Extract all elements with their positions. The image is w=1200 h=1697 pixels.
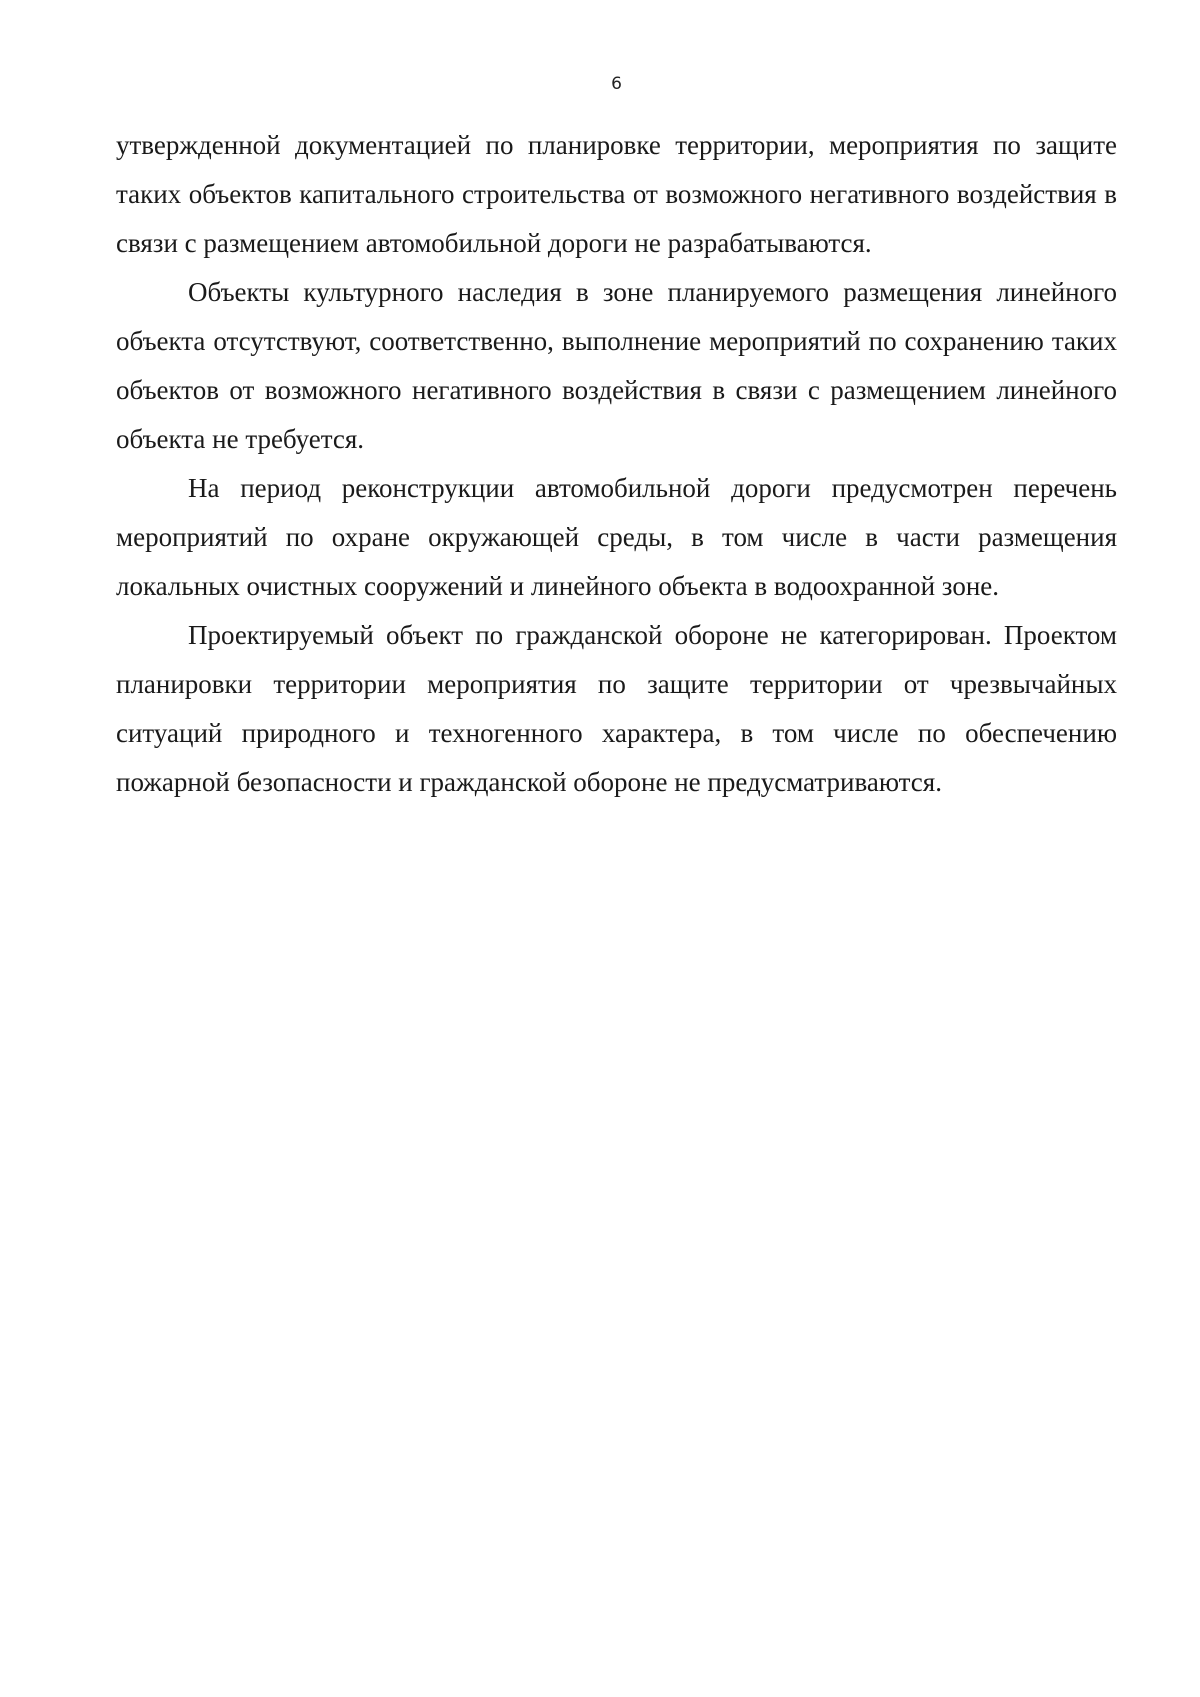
document-body [116,121,1117,807]
page-number: 6 [611,74,622,94]
paragraph-cultural-heritage: Объекты культурного наследия в зоне планируемого размещения линейного объекта отсутствуют, соответственно, выполнение мероприятий по сохранению таких объектов от возможного негативного воздействия в связи с размещением линейного объекта не требуется. [116,277,1117,454]
paragraph-environmental-protection: На период реконструкции автомобильной дороги предусмотрен перечень мероприятий по охране окружающей среды, в том числе в части размещения локальных очистных сооружений и линейного объекта в водоохранной зоне. [116,473,1117,601]
paragraph-continuation: утвержденной документацией по планировке территории, мероприятия по защите таких объектов капитального строительства от возможного негативного воздействия в связи с размещением автомобильной дороги не разрабатываются. [116,130,1117,258]
paragraph-civil-defense: Проектируемый объект по гражданской обороне не категорирован. Проектом планировки территории мероприятия по защите территории от чрезвычайных ситуаций природного и техногенного характера, в том числе по обеспечению пожарной безопасности и гражданской обороне не предусматриваются. [116,620,1117,797]
